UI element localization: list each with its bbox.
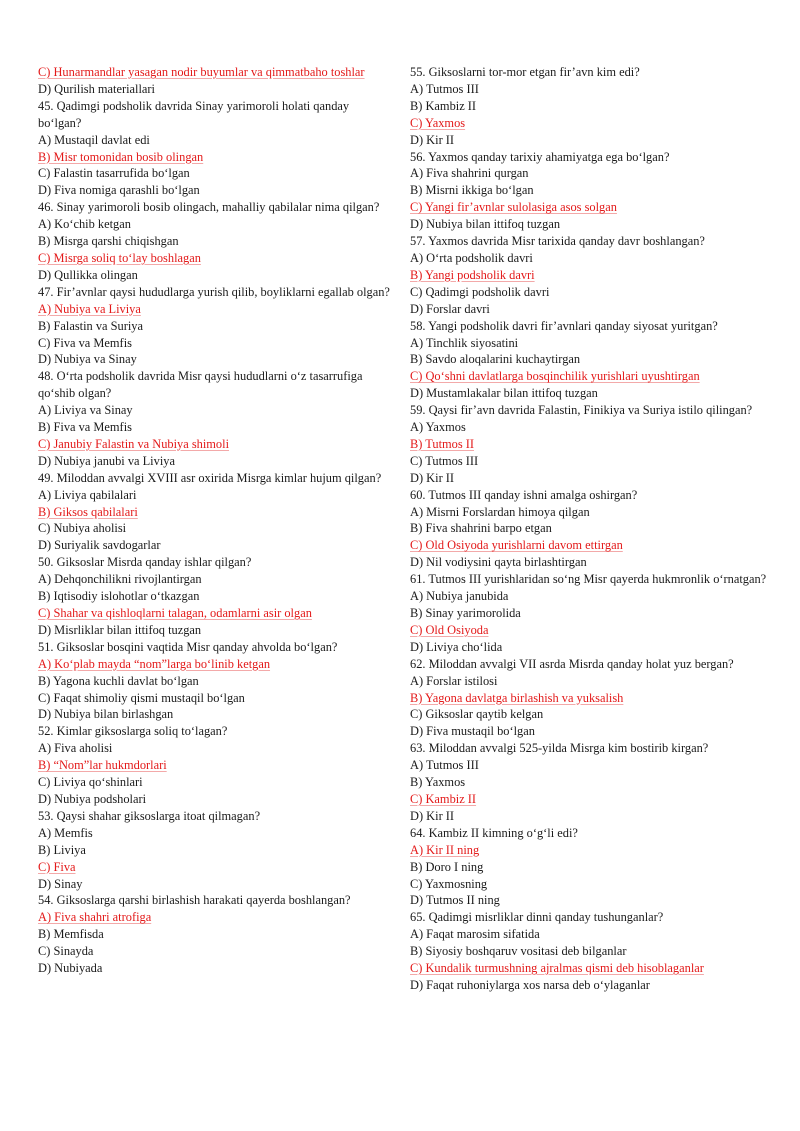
answer-option: A) Faqat marosim sifatida <box>410 927 540 942</box>
answer-option: B) Fiva va Memfis <box>38 420 132 435</box>
answer-option: D) Fiva mustaqil bo‘lgan <box>410 724 535 739</box>
answer-option: D) Suriyalik savdogarlar <box>38 538 161 553</box>
question-text: 51. Giksoslar bosqini vaqtida Misr qanday ahvolda bo‘lgan? <box>38 639 338 654</box>
answer-option: B) Fiva shahrini barpo etgan <box>410 521 552 536</box>
answer-option: D) Qullikka olingan <box>38 267 138 282</box>
correct-answer-option: A) Ko‘plab mayda “nom”larga bo‘linib ketgan <box>38 656 271 671</box>
question-text: 49. Miloddan avvalgi XVIII asr oxirida Misrga kimlar hujum qilgan? <box>38 470 382 485</box>
question-text: 52. Kimlar giksoslarga soliq to‘lagan? <box>38 724 228 739</box>
answer-option: D) Liviya cho‘lida <box>410 639 503 654</box>
answer-option: C) Falastin tasarrufida bo‘lgan <box>38 166 190 181</box>
correct-answer-option: A) Nubiya va Liviya <box>38 301 141 316</box>
answer-option: A) Fiva shahrini qurgan <box>410 166 529 181</box>
correct-answer-option: C) Kundalik turmushning ajralmas qismi deb hisoblaganlar <box>410 961 704 976</box>
answer-option: A) Yaxmos <box>410 420 466 435</box>
question-text: 62. Miloddan avvalgi VII asrda Misrda qanday holat yuz bergan? <box>410 656 734 671</box>
correct-answer-option: B) Misr tomonidan bosib olingan <box>38 149 204 164</box>
answer-option: D) Kir II <box>410 132 455 147</box>
answer-option: D) Mustamlakalar bilan ittifoq tuzgan <box>410 386 598 401</box>
question-text: 53. Qaysi shahar giksoslarga itoat qilmagan? <box>38 808 261 823</box>
correct-answer-option: C) Qo‘shni davlatlarga bosqinchilik yurishlari uyushtirgan <box>410 369 700 384</box>
answer-option: B) Yagona kuchli davlat bo‘lgan <box>38 673 199 688</box>
correct-answer-option: A) Fiva shahri atrofiga <box>38 910 152 925</box>
right-column <box>410 64 770 994</box>
answer-option: C) Faqat shimoliy qismi mustaqil bo‘lgan <box>38 690 245 705</box>
answer-option: A) Forslar istilosi <box>410 673 498 688</box>
question-text: 64. Kambiz II kimning o‘g‘li edi? <box>410 825 578 840</box>
answer-option: A) Mustaqil davlat edi <box>38 132 150 147</box>
correct-answer-option: C) Fiva <box>38 859 76 874</box>
answer-option: A) Nubiya janubida <box>410 589 509 604</box>
question-text: 55. Giksoslarni tor-mor etgan fir’avn kim edi? <box>410 65 640 79</box>
correct-answer-option: C) Misrga soliq to‘lay boshlagan <box>38 250 201 265</box>
answer-option: D) Qurilish materiallari <box>38 81 155 96</box>
correct-answer-option: A) Kir II ning <box>410 842 480 857</box>
correct-answer-option: B) Yagona davlatga birlashish va yuksalish <box>410 690 624 705</box>
correct-answer-option: C) Old Osiyoda yurishlarni davom ettirgan <box>410 538 623 553</box>
answer-option: C) Tutmos III <box>410 453 479 468</box>
answer-option: A) Memfis <box>38 825 93 840</box>
question-text: 61. Tutmos III yurishlaridan so‘ng Misr qayerda hukmronlik o‘rnatgan? <box>410 572 767 587</box>
answer-option: D) Nubiya janubi va Liviya <box>38 453 175 468</box>
answer-option: C) Liviya qo‘shinlari <box>38 775 143 790</box>
answer-option: B) Kambiz II <box>410 98 477 113</box>
answer-option: D) Nubiyada <box>38 961 103 976</box>
answer-option: D) Tutmos II ning <box>410 893 500 908</box>
answer-option: B) Iqtisodiy islohotlar o‘tkazgan <box>38 589 200 604</box>
answer-option: D) Nil vodiysini qayta birlashtirgan <box>410 555 587 570</box>
answer-option: C) Fiva va Memfis <box>38 335 132 350</box>
answer-option: C) Qadimgi podsholik davri <box>410 284 550 299</box>
answer-option: B) Falastin va Suriya <box>38 318 143 333</box>
correct-answer-option: B) “Nom”lar hukmdorlari <box>38 758 167 773</box>
answer-option: D) Sinay <box>38 876 83 891</box>
correct-answer-option: C) Hunarmandlar yasagan nodir buyumlar va qimmatbaho toshlar <box>38 65 365 79</box>
question-text: 50. Giksoslar Misrda qanday ishlar qilgan? <box>38 555 252 570</box>
answer-option: D) Misrliklar bilan ittifoq tuzgan <box>38 622 202 637</box>
correct-answer-option: C) Kambiz II <box>410 791 477 806</box>
answer-option: B) Sinay yarimorolida <box>410 606 521 620</box>
correct-answer-option: B) Tutmos II <box>410 436 475 451</box>
correct-answer-option: B) Giksos qabilalari <box>38 504 138 519</box>
answer-option: B) Doro I ning <box>410 859 484 874</box>
question-text: 48. O‘rta podsholik davrida Misr qaysi hududlarni o‘z tasarrufiga qo‘shib olgan? <box>38 369 363 401</box>
correct-answer-option: C) Yaxmos <box>410 115 466 130</box>
answer-option: A) Dehqonchilikni rivojlantirgan <box>38 572 202 587</box>
answer-option: B) Liviya <box>38 842 86 857</box>
question-text: 46. Sinay yarimoroli bosib olingach, mahalliy qabilalar nima qilgan? <box>38 200 380 215</box>
answer-option: D) Fiva nomiga qarashli bo‘lgan <box>38 183 200 198</box>
answer-option: B) Savdo aloqalarini kuchaytirgan <box>410 352 581 367</box>
answer-option: B) Yaxmos <box>410 775 466 790</box>
answer-option: C) Nubiya aholisi <box>38 521 127 536</box>
question-text: 57. Yaxmos davrida Misr tarixida qanday davr boshlangan? <box>410 234 705 249</box>
question-text: 45. Qadimgi podsholik davrida Sinay yarimoroli holati qanday bo‘lgan? <box>38 98 350 130</box>
question-text: 60. Tutmos III qanday ishni amalga oshirgan? <box>410 487 638 502</box>
answer-option: D) Nubiya podsholari <box>38 791 147 806</box>
answer-option: A) Tutmos III <box>410 758 479 773</box>
answer-option: D) Nubiya va Sinay <box>38 352 137 367</box>
answer-option: D) Kir II <box>410 470 455 485</box>
left-column <box>38 64 390 977</box>
correct-answer-option: C) Shahar va qishloqlarni talagan, odamlarni asir olgan <box>38 606 312 620</box>
answer-option: A) Liviya va Sinay <box>38 403 133 418</box>
answer-option: A) Tutmos III <box>410 81 479 96</box>
question-text: 58. Yangi podsholik davri fir’avnlari qanday siyosat yuritgan? <box>410 318 718 333</box>
answer-option: D) Forslar davri <box>410 301 490 316</box>
answer-option: B) Misrga qarshi chiqishgan <box>38 234 179 249</box>
correct-answer-option: B) Yangi podsholik davri <box>410 267 535 282</box>
answer-option: B) Memfisda <box>38 927 104 942</box>
question-text: 63. Miloddan avvalgi 525-yilda Misrga kim bostirib kirgan? <box>410 741 709 756</box>
answer-option: A) O‘rta podsholik davri <box>410 250 533 265</box>
answer-option: A) Liviya qabilalari <box>38 487 137 502</box>
answer-option: D) Kir II <box>410 808 455 823</box>
correct-answer-option: C) Yangi fir’avnlar sulolasiga asos solgan <box>410 200 617 215</box>
answer-option: B) Misrni ikkiga bo‘lgan <box>410 183 534 198</box>
question-text: 59. Qaysi fir’avn davrida Falastin, Finikiya va Suriya istilo qilingan? <box>410 403 753 418</box>
answer-option: C) Giksoslar qaytib kelgan <box>410 707 544 722</box>
correct-answer-option: C) Janubiy Falastin va Nubiya shimoli <box>38 436 230 451</box>
answer-option: D) Nubiya bilan birlashgan <box>38 707 174 722</box>
answer-option: A) Fiva aholisi <box>38 741 113 756</box>
question-text: 54. Giksoslarga qarshi birlashish harakati qayerda boshlangan? <box>38 893 351 908</box>
answer-option: D) Faqat ruhoniylarga xos narsa deb o‘ylaganlar <box>410 977 650 992</box>
question-text: 47. Fir’avnlar qaysi hududlarga yurish qilib, boyliklarni egallab olgan? <box>38 284 390 299</box>
answer-option: A) Ko‘chib ketgan <box>38 217 131 232</box>
answer-option: A) Misrni Forslardan himoya qilgan <box>410 504 590 519</box>
question-text: 65. Qadimgi misrliklar dinni qanday tushunganlar? <box>410 910 664 925</box>
answer-option: A) Tinchlik siyosatini <box>410 335 519 350</box>
answer-option: D) Nubiya bilan ittifoq tuzgan <box>410 217 561 232</box>
answer-option: B) Siyosiy boshqaruv vositasi deb bilganlar <box>410 944 627 959</box>
correct-answer-option: C) Old Osiyoda <box>410 622 489 637</box>
answer-option: C) Sinayda <box>38 944 94 959</box>
question-text: 56. Yaxmos qanday tarixiy ahamiyatga ega bo‘lgan? <box>410 149 670 164</box>
answer-option: C) Yaxmosning <box>410 876 488 891</box>
